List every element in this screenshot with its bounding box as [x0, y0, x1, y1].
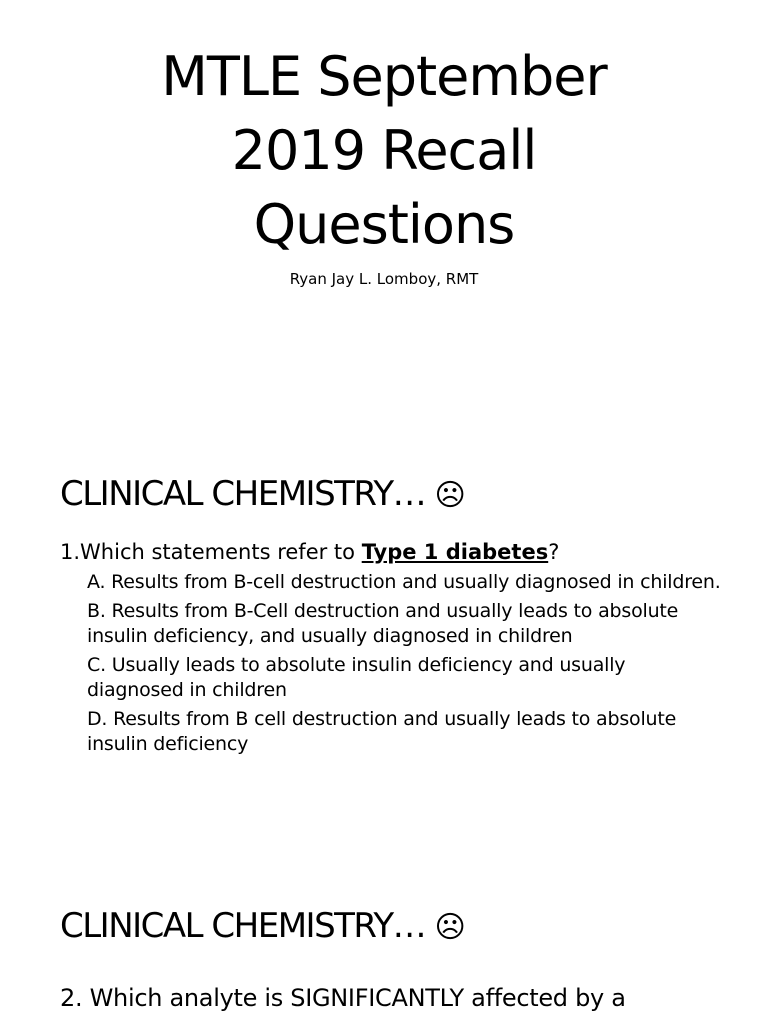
answer-option-a: A. Results from B-cell destruction and usually diagnosed in children.: [87, 571, 721, 593]
section-title: [60, 906, 466, 946]
question-text: 2. Which analyte is SIGNIFICANTLY affected by a: [60, 984, 626, 1012]
author-name: Ryan Jay L. Lomboy, RMT: [289, 270, 479, 288]
section-title: [60, 474, 466, 514]
question-text: [60, 540, 559, 564]
title-slide: [0, 0, 768, 424]
section-title-text: CLINICAL CHEMISTRY…: [60, 474, 435, 514]
section-title-text: CLINICAL CHEMISTRY…: [60, 906, 435, 946]
answer-option-c: C. Usually leads to absolute insulin deficiency and usually diagnosed in children: [87, 654, 626, 701]
question-prefix: Which statements refer to: [80, 540, 362, 564]
question-slide-1: [0, 436, 768, 856]
question-suffix: ?: [548, 540, 560, 564]
title-line-3: Questions: [253, 193, 515, 256]
title-line-1: MTLE September: [161, 45, 607, 108]
title-line-2: 2019 Recall: [231, 119, 537, 182]
answer-options: [87, 570, 727, 761]
question-keyword: Type 1 diabetes: [361, 540, 549, 564]
question-number: 1.: [60, 540, 81, 564]
answer-option-b: B. Results from B-Cell destruction and usually leads to absolute insulin deficiency, and usually diagnosed in children: [87, 600, 679, 647]
sad-face-icon: ☹: [434, 478, 466, 513]
question-slide-2: [0, 868, 768, 1024]
answer-option-d: D. Results from B cell destruction and usually leads to absolute insulin deficiency: [87, 708, 677, 755]
sad-face-icon: ☹: [434, 910, 466, 945]
presentation-title: [0, 40, 768, 262]
